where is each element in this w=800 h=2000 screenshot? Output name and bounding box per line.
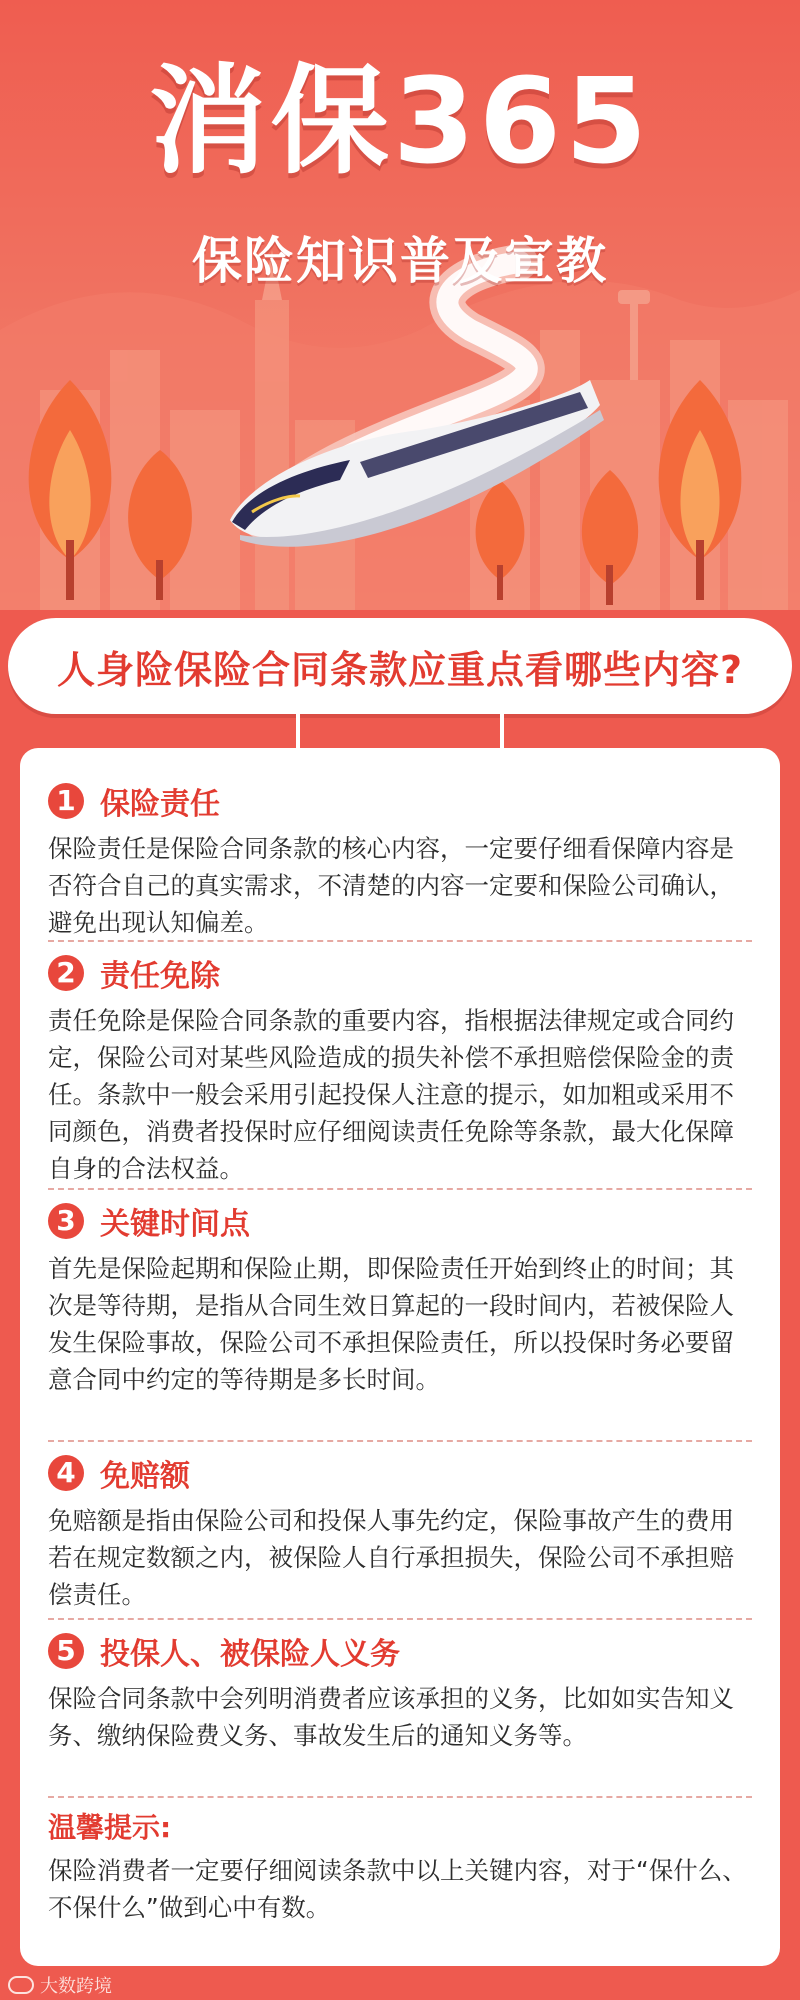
section-title: 责任免除: [100, 959, 220, 994]
divider: [48, 1796, 752, 1798]
tip-title: 温馨提示:: [48, 1811, 172, 1844]
section-tip: [48, 1806, 758, 1926]
connector-left: [296, 714, 300, 750]
section-number-badge: 5: [48, 1633, 84, 1669]
question-text: 人身险保险合同条款应重点看哪些内容?: [56, 647, 744, 692]
section-insurance-liability: [48, 778, 758, 941]
watermark: [8, 1972, 112, 1998]
section-body: 免赔额是指由保险公司和投保人事先约定，保险事故产生的费用若在规定数额之内，被保险人自行承担损失，保险公司不承担赔偿责任。: [48, 1506, 734, 1609]
sub-title: 保险知识普及宣教: [192, 232, 608, 290]
divider: [48, 1618, 752, 1620]
divider: [48, 1188, 752, 1190]
divider: [48, 1440, 752, 1442]
main-title: 消保365: [148, 52, 652, 190]
divider: [48, 940, 752, 942]
section-title: 免赔额: [100, 1459, 190, 1494]
section-body: 保险责任是保险合同条款的核心内容，一定要仔细看保障内容是否符合自己的真实需求，不清楚的内容一定要和保险公司确认，避免出现认知偏差。: [48, 834, 734, 937]
section-number-badge: 4: [48, 1455, 84, 1491]
section-number-badge: 3: [48, 1203, 84, 1239]
section-obligations: [48, 1628, 758, 1754]
section-deductible: [48, 1450, 758, 1613]
hero-banner: [0, 0, 800, 610]
question-banner: [8, 618, 792, 714]
section-title: 保险责任: [100, 787, 220, 822]
connector-right: [500, 714, 504, 750]
content-card: [20, 748, 780, 1966]
section-exclusions: [48, 950, 758, 1187]
section-body: 保险合同条款中会列明消费者应该承担的义务，比如如实告知义务、缴纳保险费义务、事故发生后的通知义务等。: [48, 1684, 734, 1750]
section-body: 首先是保险起期和保险止期，即保险责任开始到终止的时间；其次是等待期，是指从合同生效日算起的一段时间内，若被保险人发生保险事故，保险公司不承担保险责任，所以投保时务必要留意合同中约定的等待期是多长时间。: [48, 1254, 734, 1394]
section-title: 关键时间点: [100, 1207, 250, 1242]
watermark-text: 大数跨境: [40, 1976, 112, 1997]
section-title: 投保人、被保险人义务: [100, 1637, 400, 1672]
section-number-badge: 2: [48, 955, 84, 991]
brand-logo-icon: [8, 1976, 34, 1994]
tip-body: 保险消费者一定要仔细阅读条款中以上关键内容，对于“保什么、不保什么”做到心中有数。: [48, 1856, 747, 1922]
section-key-dates: [48, 1198, 758, 1398]
section-body: 责任免除是保险合同条款的重要内容，指根据法律规定或合同约定，保险公司对某些风险造成的损失补偿不承担赔偿保险金的责任。条款中一般会采用引起投保人注意的提示，如加粗或采用不同颜色，消费者投保时应仔细阅读责任免除等条款，最大化保障自身的合法权益。: [48, 1006, 734, 1183]
section-number-badge: 1: [48, 783, 84, 819]
